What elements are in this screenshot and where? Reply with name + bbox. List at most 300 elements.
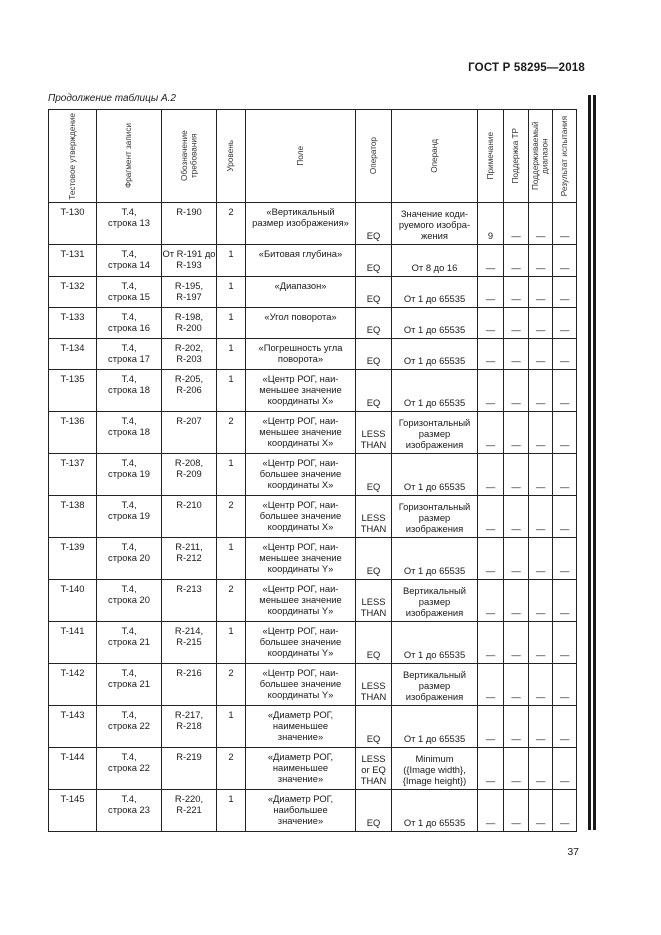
record-fragment-cell [97,412,162,454]
statement-id-cell [49,203,97,245]
test-result-cell [553,664,577,706]
level: 1 [228,625,234,636]
field-name-cell [246,706,356,748]
requirement-id: R-220, R-221 [174,793,204,815]
statement-id: T-132 [60,280,85,291]
column-header [478,110,504,203]
level-cell [217,706,246,748]
statement-id-cell [49,454,97,496]
level: 2 [228,583,234,594]
statement-id-cell [49,538,97,580]
level: 1 [228,311,234,322]
tp-support-cell [504,538,529,580]
note-cell [478,454,504,496]
statement-id: T-131 [60,248,85,259]
supported-range-cell [529,245,553,277]
statement-id: T-145 [60,793,85,804]
operand-cell [392,370,478,412]
operand: Вертикальный размер изображения [402,669,467,702]
operator: LESS THAN [360,512,387,534]
operator-cell [356,664,392,706]
supported-range: — [535,481,546,492]
revision-bar-right [593,95,596,830]
test-result: — [559,230,570,241]
table-row [49,308,577,339]
note-cell [478,277,504,308]
tp-support: — [511,565,521,576]
operand: От 1 до 65535 [403,293,466,304]
supported-range: — [535,523,546,534]
requirement-id: R-195, R-197 [174,280,204,302]
requirement-id-cell [162,664,217,706]
field-name-cell [246,664,356,706]
supported-range-cell [529,370,553,412]
statement-id: T-141 [60,625,85,636]
note-cell [478,706,504,748]
field-name: «Диапазон» [274,280,327,291]
column-header-label: Поддержка ТР [511,128,521,184]
note: — [485,565,496,576]
page-number: 37 [567,846,579,858]
supported-range-cell [529,339,553,370]
test-result-cell [553,706,577,748]
operator-cell [356,412,392,454]
test-result: — [559,397,570,408]
table-row [49,538,577,580]
test-result: — [559,293,570,304]
field-name-cell [246,580,356,622]
operand-cell [392,664,478,706]
statement-id: T-139 [60,541,85,552]
level-cell [217,622,246,664]
column-header [529,110,553,203]
column-header [392,110,478,203]
record-fragment: T.4, строка 20 [108,541,150,563]
tp-support: — [511,775,521,786]
operator: LESS THAN [360,428,387,450]
level-cell [217,412,246,454]
statement-id-cell [49,790,97,832]
record-fragment: T.4, строка 22 [108,751,150,773]
operand-cell [392,622,478,664]
operator: EQ [366,565,381,576]
supported-range: — [535,262,546,273]
operand: Горизонтальный размер изображения [398,501,471,534]
statement-id-cell [49,706,97,748]
test-result: — [559,775,570,786]
test-result-cell [553,203,577,245]
level-cell [217,664,246,706]
operator-cell [356,245,392,277]
test-result: — [559,565,570,576]
supported-range-cell [529,748,553,790]
requirement-id-cell [162,538,217,580]
note: — [485,649,496,660]
level: 2 [228,415,234,426]
field-name: «Угол поворота» [264,311,337,322]
tp-support: — [511,230,521,241]
field-name: «Вертикальный размер изображения» [252,206,349,228]
table-row [49,580,577,622]
operator: EQ [366,293,381,304]
record-fragment-cell [97,370,162,412]
operator-cell [356,790,392,832]
field-name: «Центр РОГ, наи- большее значение координаты X» [259,457,342,490]
requirement-id-cell [162,412,217,454]
operand-cell [392,339,478,370]
tp-support-cell [504,245,529,277]
level: 1 [228,373,234,384]
statement-id-cell [49,748,97,790]
record-fragment-cell [97,496,162,538]
table-row [49,370,577,412]
supported-range: — [535,565,546,576]
operator-cell [356,706,392,748]
operand: Значение коди- руемого изобра- жения [398,208,471,241]
level: 1 [228,342,234,353]
operator-cell [356,203,392,245]
statement-id: T-136 [60,415,85,426]
table-row [49,622,577,664]
test-result: — [559,523,570,534]
test-result: — [559,607,570,618]
operand: Minimum ({Image width}, {Image height}) [402,753,467,786]
statement-id: T-144 [60,751,85,762]
test-result-cell [553,622,577,664]
note: — [485,691,496,702]
note-cell [478,370,504,412]
tp-support: — [511,523,521,534]
note-cell [478,748,504,790]
test-result: — [559,262,570,273]
operator-cell [356,622,392,664]
operand-cell [392,308,478,339]
supported-range: — [535,293,546,304]
statement-id-cell [49,412,97,454]
supported-range: — [535,397,546,408]
test-result-cell [553,580,577,622]
supported-range: — [535,230,546,241]
column-header [504,110,529,203]
note-cell [478,538,504,580]
supported-range: — [535,607,546,618]
record-fragment: T.4, строка 23 [108,793,150,815]
tp-support: — [511,607,521,618]
note: 9 [487,230,494,241]
requirement-id: R-214, R-215 [174,625,204,647]
tp-support-cell [504,203,529,245]
column-header-label: Фрагмент записи [124,123,134,189]
field-name-cell [246,790,356,832]
operator-cell [356,538,392,580]
column-header [553,110,577,203]
supported-range: — [535,817,546,828]
operand-cell [392,748,478,790]
test-result: — [559,817,570,828]
note-cell [478,622,504,664]
column-header [97,110,162,203]
note: — [485,397,496,408]
field-name-cell [246,412,356,454]
test-result-cell [553,748,577,790]
level-cell [217,496,246,538]
supported-range-cell [529,277,553,308]
standard-header: ГОСТ Р 58295—2018 [468,62,585,74]
field-name-cell [246,308,356,339]
note-cell [478,790,504,832]
note: — [485,733,496,744]
table-row [49,748,577,790]
test-result: — [559,691,570,702]
column-header [49,110,97,203]
record-fragment: T.4, строка 13 [108,206,150,228]
field-name: «Диаметр РОГ, наименьшее значение» [267,709,334,742]
requirement-id-cell [162,339,217,370]
note: — [485,262,496,273]
record-fragment: T.4, строка 18 [108,373,150,395]
tp-support-cell [504,748,529,790]
requirement-id-cell [162,748,217,790]
operator-cell [356,370,392,412]
field-name: «Битовая глубина» [258,248,343,259]
tp-support-cell [504,496,529,538]
level: 2 [228,206,234,217]
tp-support-cell [504,339,529,370]
supported-range: — [535,691,546,702]
operator: LESS or EQ THAN [360,753,387,786]
supported-range: — [535,775,546,786]
supported-range-cell [529,538,553,580]
tp-support-cell [504,580,529,622]
level: 1 [228,248,234,259]
record-fragment-cell [97,203,162,245]
requirement-id: R-219 [176,751,202,762]
supported-range-cell [529,412,553,454]
requirement-id: R-213 [176,583,202,594]
level-cell [217,454,246,496]
test-result: — [559,481,570,492]
record-fragment-cell [97,245,162,277]
supported-range: — [535,355,546,366]
table-row [49,790,577,832]
table-row [49,706,577,748]
record-fragment-cell [97,706,162,748]
operator-cell [356,454,392,496]
operator: EQ [366,355,381,366]
statement-id: T-137 [60,457,85,468]
requirement-id: R-216 [176,667,202,678]
requirement-id-cell [162,622,217,664]
table-row [49,245,577,277]
operator-cell [356,277,392,308]
supported-range-cell [529,203,553,245]
operator: EQ [366,262,381,273]
level: 1 [228,709,234,720]
note-cell [478,203,504,245]
test-result: — [559,324,570,335]
level-cell [217,580,246,622]
field-name: «Центр РОГ, наи- меньшее значение координаты X» [259,415,342,448]
tp-support: — [511,262,521,273]
table-row [49,339,577,370]
supported-range: — [535,733,546,744]
test-result: — [559,733,570,744]
operator-cell [356,496,392,538]
record-fragment-cell [97,580,162,622]
supported-range-cell [529,496,553,538]
table-row [49,277,577,308]
field-name-cell [246,245,356,277]
tp-support-cell [504,706,529,748]
table-row [49,203,577,245]
test-result-cell [553,538,577,580]
statement-id-cell [49,664,97,706]
record-fragment-cell [97,277,162,308]
operator-cell [356,580,392,622]
tp-support: — [511,481,521,492]
column-header-label: Уровень [226,140,236,172]
note-cell [478,412,504,454]
statement-id: T-138 [60,499,85,510]
tp-support: — [511,733,521,744]
record-fragment: T.4, строка 18 [108,415,150,437]
requirement-id: R-190 [176,206,202,217]
requirement-id: От R-191 до R-193 [162,248,216,270]
statement-id-cell [49,339,97,370]
supported-range-cell [529,790,553,832]
supported-range: — [535,324,546,335]
operator-cell [356,339,392,370]
column-header [246,110,356,203]
note-cell [478,245,504,277]
statement-id: T-135 [60,373,85,384]
record-fragment-cell [97,339,162,370]
record-fragment-cell [97,454,162,496]
field-name-cell [246,622,356,664]
record-fragment: T.4, строка 21 [108,625,150,647]
column-header-label: Тестовое утверждение [67,112,77,200]
column-header [217,110,246,203]
requirement-id-cell [162,706,217,748]
test-result: — [559,649,570,660]
tp-support: — [511,691,521,702]
note-cell [478,308,504,339]
note-cell [478,339,504,370]
statement-id: T-133 [60,311,85,322]
operand: Горизонтальный размер изображения [398,417,471,450]
level-cell [217,370,246,412]
record-fragment: T.4, строка 19 [108,457,150,479]
record-fragment: T.4, строка 20 [108,583,150,605]
level: 1 [228,457,234,468]
supported-range-cell [529,454,553,496]
requirement-id: R-198, R-200 [174,311,204,333]
tp-support-cell [504,412,529,454]
operand-cell [392,412,478,454]
requirement-id: R-210 [176,499,202,510]
record-fragment: T.4, строка 17 [108,342,150,364]
field-name-cell [246,538,356,580]
operand: От 1 до 65535 [403,355,466,366]
record-fragment: T.4, строка 16 [108,311,150,333]
tp-support-cell [504,308,529,339]
operator: EQ [366,733,381,744]
operator: LESS THAN [360,596,387,618]
requirement-id: R-207 [176,415,202,426]
statement-id-cell [49,496,97,538]
field-name: «Диаметр РОГ, наименьшее значение» [267,751,334,784]
tp-support: — [511,817,521,828]
column-header [162,110,217,203]
record-fragment-cell [97,790,162,832]
operand: От 8 до 16 [411,262,458,273]
note: — [485,481,496,492]
operand: От 1 до 65535 [403,565,466,576]
level: 1 [228,280,234,291]
operand-cell [392,454,478,496]
test-result: — [559,355,570,366]
record-fragment: T.4, строка 14 [108,248,150,270]
note: — [485,523,496,534]
tp-support-cell [504,277,529,308]
test-result-cell [553,370,577,412]
table-row [49,664,577,706]
requirement-id-cell [162,308,217,339]
tp-support-cell [504,622,529,664]
level-cell [217,277,246,308]
column-header-label: Результат испытания [559,115,569,197]
tp-support: — [511,293,521,304]
requirement-id-cell [162,203,217,245]
table-row [49,412,577,454]
test-result-cell [553,308,577,339]
record-fragment-cell [97,538,162,580]
statement-id-cell [49,370,97,412]
tp-support: — [511,649,521,660]
table-row [49,454,577,496]
operand: От 1 до 65535 [403,649,466,660]
tp-support: — [511,355,521,366]
operator-cell [356,748,392,790]
operand-cell [392,277,478,308]
level: 1 [228,541,234,552]
record-fragment-cell [97,664,162,706]
column-header-label: Поддерживаемый диапазон [531,121,550,191]
column-header-label: Оператор [368,137,378,175]
operator: EQ [366,817,381,828]
operator: EQ [366,649,381,660]
revision-bar-left [588,95,591,830]
note: — [485,324,496,335]
level: 2 [228,751,234,762]
level-cell [217,245,246,277]
operand: От 1 до 65535 [403,481,466,492]
field-name: «Центр РОГ, наи- меньшее значение координаты X» [259,373,342,406]
column-header-label: Примечание [485,132,495,180]
operand: Вертикальный размер изображения [402,585,467,618]
record-fragment-cell [97,622,162,664]
test-result: — [559,439,570,450]
field-name: «Диаметр РОГ, наибольшее значение» [267,793,334,826]
column-header-label: Обозначение требования [179,130,198,182]
table-row [49,496,577,538]
operand-cell [392,245,478,277]
requirement-id-cell [162,245,217,277]
record-fragment-cell [97,308,162,339]
requirement-id-cell [162,496,217,538]
supported-range-cell [529,706,553,748]
tp-support-cell [504,454,529,496]
